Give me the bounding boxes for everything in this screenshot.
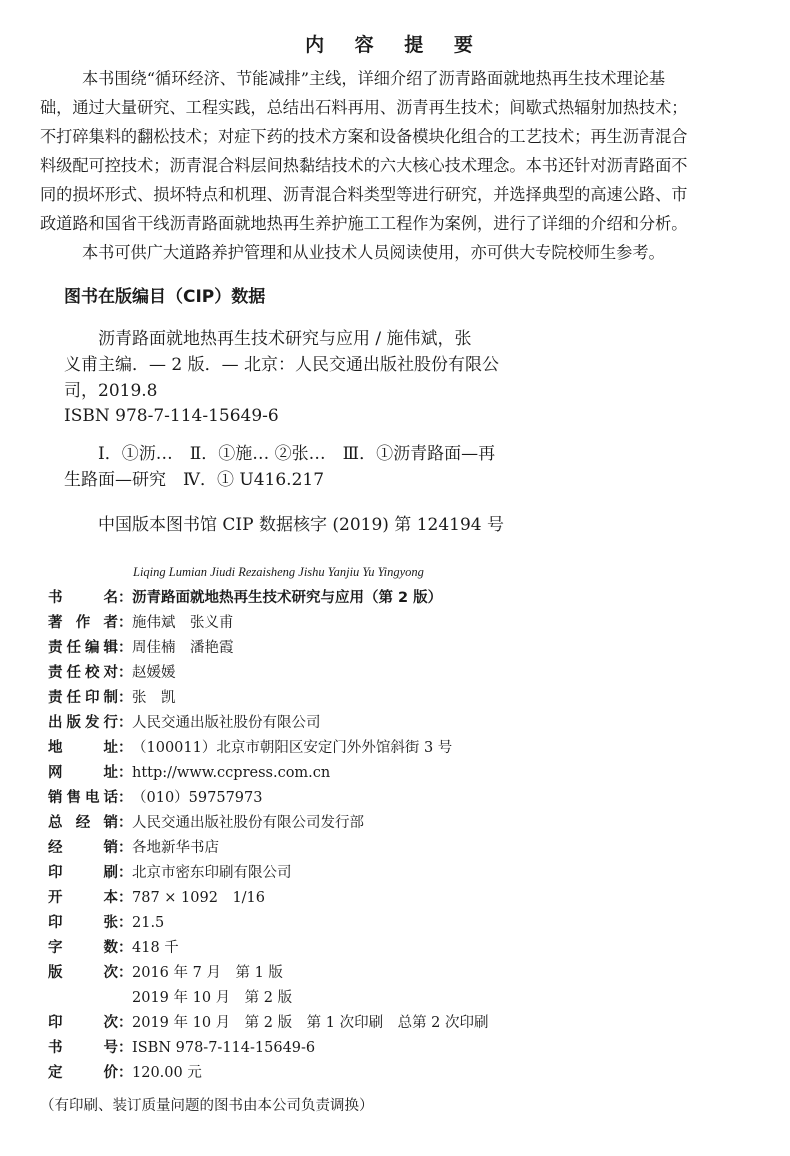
copyright-label: 印刷 <box>48 865 118 881</box>
summary-line: 础，通过大量研究、工程实践，总结出石料再用、沥青再生技术；间歇式热辐射加热技术； <box>40 98 688 117</box>
copyright-label: 书号 <box>48 1040 118 1056</box>
copyright-colon: ： <box>118 765 133 781</box>
copyright-colon: ： <box>118 1040 133 1056</box>
copyright-value: 张 凯 <box>132 690 176 706</box>
copyright-colon: ： <box>118 890 133 906</box>
copyright-colon: ： <box>118 815 133 831</box>
copyright-row <box>48 786 262 810</box>
copyright-label: 开本 <box>48 890 118 906</box>
copyright-row <box>48 586 442 610</box>
copyright-colon: ： <box>118 940 133 956</box>
copyright-row <box>48 1036 315 1060</box>
copyright-value: 北京市密东印刷有限公司 <box>132 865 292 881</box>
copyright-colon: ： <box>118 1015 133 1031</box>
copyright-label: 印次 <box>48 1015 118 1031</box>
copyright-label: 经销 <box>48 840 118 856</box>
summary-line: 政道路和国省干线沥青路面就地热再生养护施工工程作为案例，进行了详细的介绍和分析。 <box>40 214 688 233</box>
copyright-colon: ： <box>118 615 133 631</box>
copyright-colon: ： <box>118 865 133 881</box>
copyright-value: 418 千 <box>132 940 179 956</box>
copyright-value: 施伟斌 张义甫 <box>132 615 234 631</box>
copyright-label: 责任印制 <box>48 690 118 706</box>
copyright-colon: ： <box>118 915 133 931</box>
summary-line: 料级配可控技术；沥青混合料层间热黏结技术的六大核心技术理念。本书还针对沥青路面不 <box>40 156 688 175</box>
copyright-value: （010）59757973 <box>132 790 263 806</box>
copyright-value: 人民交通出版社股份有限公司 <box>132 715 321 731</box>
copyright-label: 书名 <box>48 590 118 606</box>
summary-line: 本书可供广大道路养护管理和从业技术人员阅读使用，亦可供大专院校师生参考。 <box>82 243 665 262</box>
copyright-colon: ： <box>118 690 133 706</box>
summary-title: 内 容 提 要 <box>305 34 485 56</box>
copyright-label: 定价 <box>48 1065 118 1081</box>
copyright-value: 787 × 1092 1/16 <box>132 890 266 906</box>
copyright-colon: ： <box>118 840 133 856</box>
copyright-value: 赵媛媛 <box>132 665 176 681</box>
copyright-label: 责任编辑 <box>48 640 118 656</box>
copyright-row <box>48 761 330 785</box>
copyright-row <box>48 1011 489 1035</box>
copyright-value: 21.5 <box>132 915 165 931</box>
copyright-label: 总经销 <box>48 815 118 831</box>
copyright-label: 字数 <box>48 940 118 956</box>
copyright-label: 印张 <box>48 915 118 931</box>
cip-heading: 图书在版编目（CIP）数据 <box>64 287 266 307</box>
summary-line: 本书围绕“循环经济、节能减排”主线，详细介绍了沥青路面就地热再生技术理论基 <box>82 69 666 88</box>
copyright-row <box>48 611 234 635</box>
copyright-colon: ： <box>118 790 133 806</box>
copyright-colon: ： <box>118 740 133 756</box>
copyright-row <box>48 936 179 960</box>
copyright-label: 著作者 <box>48 615 118 631</box>
copyright-label: 出版发行 <box>48 715 118 731</box>
copyright-value: 周佳楠 潘艳霞 <box>132 640 234 656</box>
copyright-row <box>48 961 283 985</box>
copyright-row <box>48 886 265 910</box>
cip-record-number: 中国版本图书馆 CIP 数据核字 (2019) 第 124194 号 <box>98 515 505 535</box>
copyright-value: 2019 年 10 月 第 2 版 第 1 次印刷 总第 2 次印刷 <box>132 1015 489 1031</box>
copyright-row <box>48 636 234 660</box>
copyright-value: 人民交通出版社股份有限公司发行部 <box>132 815 364 831</box>
copyright-colon: ： <box>118 1065 133 1081</box>
copyright-row <box>48 911 164 935</box>
copyright-row <box>48 661 176 685</box>
copyright-value: 120.00 元 <box>132 1065 202 1081</box>
copyright-value: 各地新华书店 <box>132 840 219 856</box>
copyright-colon: ： <box>118 665 133 681</box>
cip-line: 司，2019.8 <box>64 381 158 401</box>
copyright-colon: ： <box>118 965 133 981</box>
copyright-colon: ： <box>118 640 133 656</box>
summary-line: 不打碎集料的翻松技术；对症下药的技术方案和设备模块化组合的工艺技术；再生沥青混合 <box>40 127 688 146</box>
footer-note: （有印刷、装订质量问题的图书由本公司负责调换） <box>40 1098 374 1114</box>
cip-line: 义甫主编．— 2 版．— 北京：人民交通出版社股份有限公 <box>64 355 500 375</box>
copyright-row <box>48 861 292 885</box>
pinyin-title: Liqing Lumian Jiudi Rezaisheng Jishu Yanjiu Yu Yingyong <box>133 565 424 579</box>
copyright-row <box>48 736 452 760</box>
copyright-row <box>48 836 219 860</box>
copyright-colon: ： <box>118 590 133 606</box>
copyright-row <box>48 711 321 735</box>
summary-line: 同的损坏形式、损坏特点和机理、沥青混合料类型等进行研究，并选择典型的高速公路、市 <box>40 185 688 204</box>
copyright-value: 沥青路面就地热再生技术研究与应用（第 2 版） <box>132 590 443 606</box>
copyright-value: http://www.ccpress.com.cn <box>132 765 331 781</box>
copyright-label: 销售电话 <box>48 790 118 806</box>
cip-line: 沥青路面就地热再生技术研究与应用 / 施伟斌，张 <box>98 329 472 349</box>
copyright-row <box>48 686 176 710</box>
copyright-row <box>48 1061 202 1085</box>
copyright-value: 2019 年 10 月 第 2 版 <box>132 990 293 1006</box>
copyright-colon: ： <box>118 715 133 731</box>
copyright-value: （100011）北京市朝阳区安定门外外馆斜街 3 号 <box>132 740 453 756</box>
copyright-value: 2016 年 7 月 第 1 版 <box>132 965 283 981</box>
copyright-row <box>48 986 292 1010</box>
cip-isbn: ISBN 978-7-114-15649-6 <box>64 406 279 426</box>
copyright-label: 责任校对 <box>48 665 118 681</box>
copyright-label: 地址 <box>48 740 118 756</box>
copyright-label: 版次 <box>48 965 118 981</box>
cip-classification: 生路面—研究 Ⅳ．① U416.217 <box>64 470 325 490</box>
copyright-value: ISBN 978-7-114-15649-6 <box>132 1040 316 1056</box>
copyright-label: 网址 <box>48 765 118 781</box>
copyright-row <box>48 811 364 835</box>
cip-classification: Ⅰ．①沥… Ⅱ．①施… ②张… Ⅲ．①沥青路面—再 <box>98 444 496 464</box>
